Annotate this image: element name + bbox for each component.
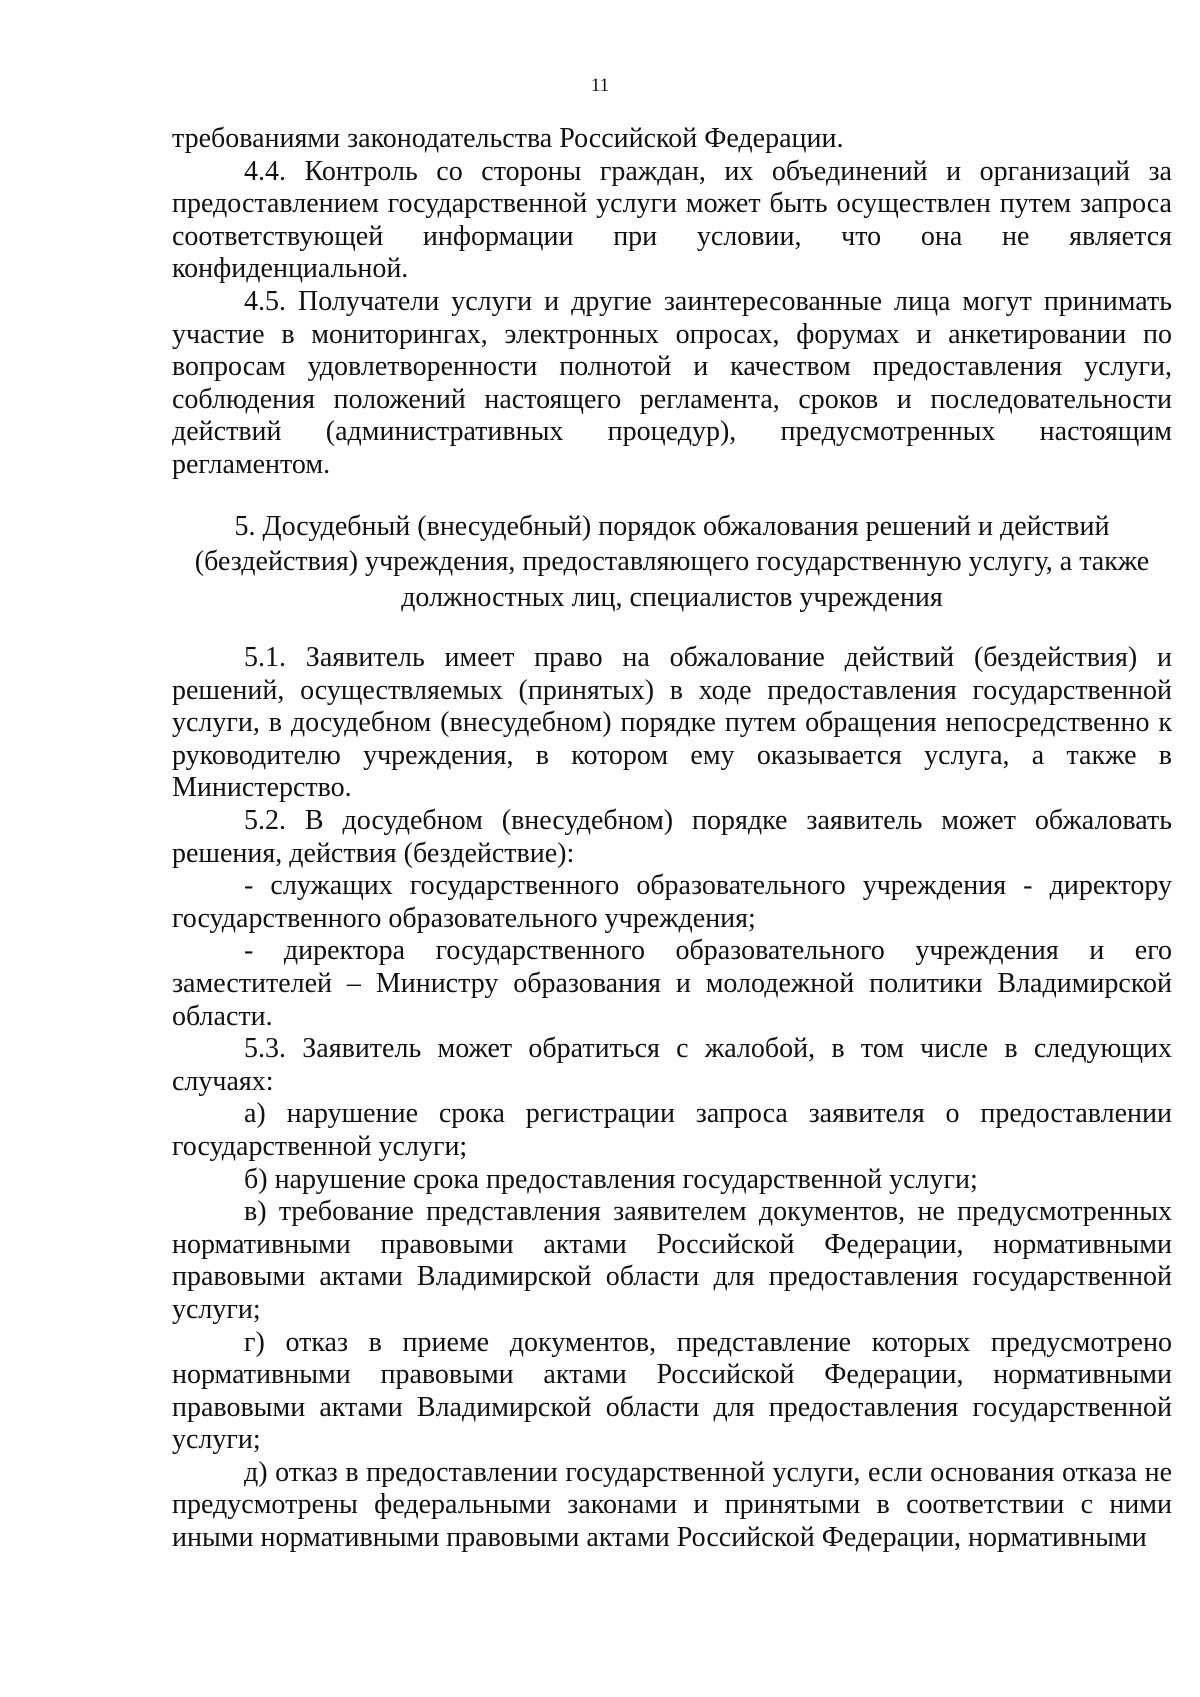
section-5-heading: 5. Досудебный (внесудебный) порядок обжалования решений и действий (бездействия) учреждения, предоставляющего государственную услугу, а также должностных лиц, специалистов учреждения xyxy=(194,510,1150,613)
list-item-d: д) отказ в предоставлении государственной услуги, если основания отказа не предусмотрены федеральными законами и принятыми в соответствии с ними иными нормативными правовыми актами Российской Федерации, нормативными xyxy=(172,1456,1172,1554)
paragraph-continuation: требованиями законодательства Российской Федерации. xyxy=(172,123,844,154)
paragraph-5-3: 5.3. Заявитель может обратиться с жалобой, в том числе в следующих случаях: xyxy=(172,1033,1172,1097)
list-item-employees: - служащих государственного образовательного учреждения - директору государственного образовательного учреждения; xyxy=(172,870,1172,934)
paragraph-5-2: 5.2. В досудебном (внесудебном) порядке заявитель может обжаловать решения, действия (бездействие): xyxy=(172,805,1172,869)
list-item-g: г) отказ в приеме документов, представление которых предусмотрено нормативными правовыми актами Российской Федерации, нормативными правовыми актами Владимирской области для предоставления государственной услуги; xyxy=(172,1326,1172,1456)
paragraph-4-5: 4.5. Получатели услуги и другие заинтересованные лица могут принимать участие в мониторингах, электронных опросах, форумах и анкетировании по вопросам удовлетворенности полнотой и качеством предоставления услуги, соблюдения положений настоящего регламента, сроков и последовательности действий (административных процедур), предусмотренных настоящим регламентом. xyxy=(172,285,1172,480)
list-item-v: в) требование представления заявителем документов, не предусмотренных нормативными правовыми актами Российской Федерации, нормативными правовыми актами Владимирской области для предоставления государственной услуги; xyxy=(172,1196,1172,1325)
list-item-a: а) нарушение срока регистрации запроса заявителя о предоставлении государственной услуги; xyxy=(172,1098,1172,1162)
document-body xyxy=(172,123,1172,1555)
paragraph-5-1: 5.1. Заявитель имеет право на обжалование действий (бездействия) и решений, осуществляемых (принятых) в ходе предоставления государственной услуги, в досудебном (внесудебном) порядке путем обращения непосредственно к руководителю учреждения, в котором ему оказывается услуга, а также в Министерство. xyxy=(172,642,1172,804)
paragraph-4-4: 4.4. Контроль со стороны граждан, их объединений и организаций за предоставлением государственной услуги может быть осуществлен путем запроса соответствующей информации при условии, что она не является конфиденциальной. xyxy=(172,155,1172,285)
list-item-b: б) нарушение срока предоставления государственной услуги; xyxy=(244,1163,978,1195)
list-item-director: - директора государственного образовательного учреждения и его заместителей – Министру образования и молодежной политики Владимирской области. xyxy=(172,935,1172,1032)
page-number: 11 xyxy=(590,75,610,96)
